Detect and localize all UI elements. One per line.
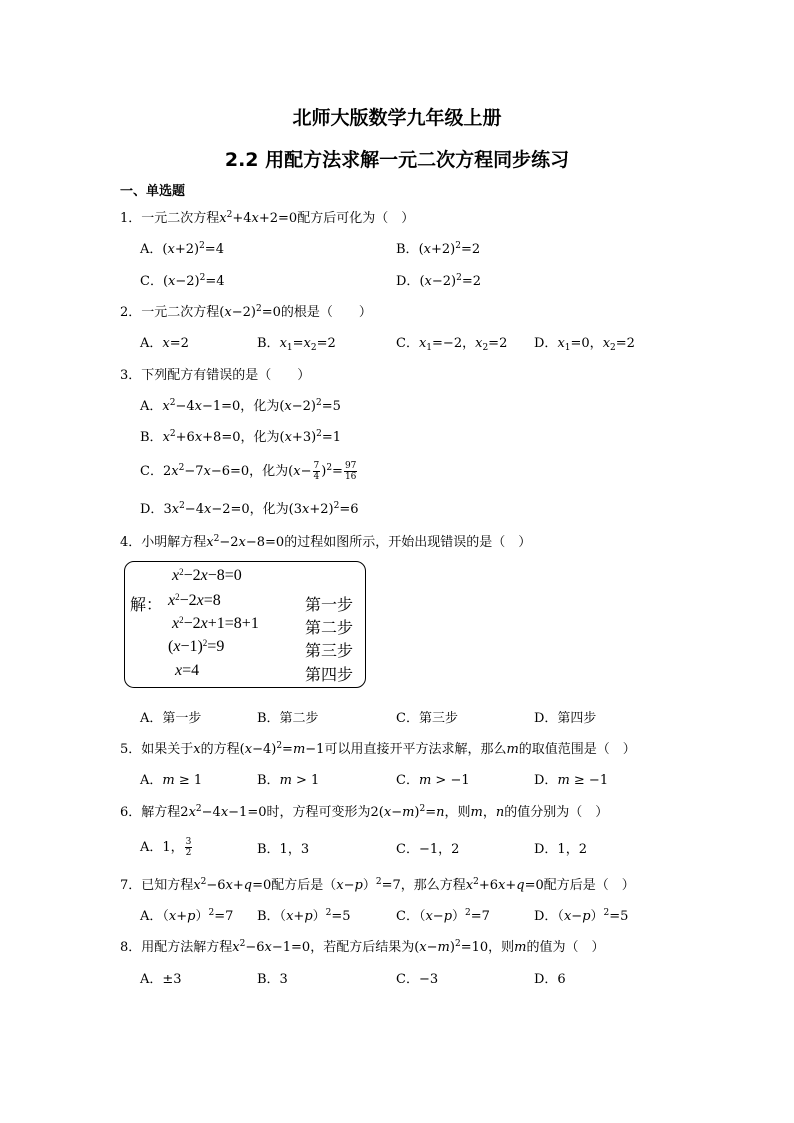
q7-option-c[interactable]: C．$(x-p)^2=7$ bbox=[396, 908, 490, 924]
step-0-equation: $x^2-2x-8=0$ bbox=[172, 567, 242, 584]
q6-option-d[interactable]: D．1，2 bbox=[534, 842, 587, 857]
q4-option-b[interactable]: B．第二步 bbox=[257, 711, 319, 726]
q5-option-c[interactable]: C．m > −1 bbox=[396, 773, 470, 788]
q4-option-c[interactable]: C．第三步 bbox=[396, 711, 458, 726]
question-4: 4．小明解方程$x^2-2x-8=0$的过程如图所示，开始出现错误的是（ ） bbox=[120, 534, 532, 550]
step-1-equation: $x^2-2x=8$ bbox=[168, 592, 221, 609]
step-3-label: 第三步 bbox=[305, 643, 354, 660]
question-6: 6．解方程$2x^2-4x-1=0$时，方程可变形为$2(x-m)^2=n$，则m，n的值分别为（ ） bbox=[120, 804, 609, 820]
q1-option-a[interactable]: A．$(x+2)^2=4$ bbox=[140, 241, 224, 257]
worksheet-subtitle: 2.2 用配方法求解一元二次方程同步练习 bbox=[224, 149, 570, 171]
question-5: 5．如果关于x的方程$(x-4)^2=m-1$可以用直接开平方法求解，那么m的取值范围是（ ） bbox=[120, 741, 636, 757]
q5-option-b[interactable]: B．m > 1 bbox=[257, 773, 320, 788]
q2-option-a[interactable]: A．x=2 bbox=[140, 336, 189, 351]
question-1: 1．一元二次方程$x^2+4x+2=0$配方后可化为（ ） bbox=[120, 210, 415, 226]
q6-option-a[interactable]: A．1， $\frac{3}{2}$ bbox=[140, 837, 192, 858]
worksheet-title: 北师大版数学九年级上册 bbox=[292, 107, 502, 129]
step-2-label: 第二步 bbox=[305, 620, 354, 637]
q3-option-c[interactable]: C．$2x^2-7x-6=0$，化为(x− $\frac{7}{4}$ )$^2$= $\frac{97}{16}$ bbox=[140, 461, 357, 482]
q5-option-d[interactable]: D．m ≥ −1 bbox=[534, 773, 609, 788]
q2-option-c[interactable]: C．$x_1=-2$，$x_2=2$ bbox=[396, 336, 508, 353]
question-8: 8．用配方法解方程$x^2-6x-1=0$，若配方后结果为$(x-m)^2=10$，则m的值为（ ） bbox=[120, 939, 605, 955]
question-3: 3．下列配方有错误的是（ ） bbox=[120, 368, 311, 383]
q6-option-c[interactable]: C．−1，2 bbox=[396, 842, 460, 857]
q1-option-b[interactable]: B．$(x+2)^2=2$ bbox=[396, 241, 481, 257]
q3-option-a[interactable]: A．$x^2-4x-1=0$，化为$(x-2)^2=5$ bbox=[140, 398, 341, 414]
q8-option-c[interactable]: C．−3 bbox=[396, 972, 439, 987]
q2-option-b[interactable]: B．$x_1=x_2=2$ bbox=[257, 336, 336, 353]
q2-option-d[interactable]: D．$x_1=0$，$x_2=2$ bbox=[534, 336, 635, 353]
q7-option-d[interactable]: D．$(x-p)^2=5$ bbox=[534, 908, 629, 924]
q8-option-d[interactable]: D．6 bbox=[534, 972, 566, 987]
q1-option-c[interactable]: C．$(x-2)^2=4$ bbox=[140, 273, 225, 289]
q7-option-b[interactable]: B．$(x+p)^2=5$ bbox=[257, 908, 351, 924]
q8-option-b[interactable]: B．3 bbox=[257, 972, 288, 987]
q3-option-d[interactable]: D．$3x^2-4x-2=0$，化为$(3x+2)^2=6$ bbox=[140, 501, 359, 517]
q7-option-a[interactable]: A．$(x+p)^2=7$ bbox=[140, 908, 234, 924]
section-heading: 一、单选题 bbox=[120, 184, 186, 199]
step-4-equation: x=4 bbox=[175, 662, 200, 679]
step-4-label: 第四步 bbox=[305, 667, 354, 684]
q6-option-b[interactable]: B．1，3 bbox=[257, 842, 310, 857]
q3-option-b[interactable]: B．$x^2+6x+8=0$，化为$(x+3)^2=1$ bbox=[140, 429, 342, 445]
step-1-label: 第一步 bbox=[305, 597, 354, 614]
q4-option-d[interactable]: D．第四步 bbox=[534, 711, 597, 726]
q5-option-a[interactable]: A．m ≥ 1 bbox=[140, 773, 203, 788]
q1-option-d[interactable]: D．$(x-2)^2=2$ bbox=[396, 273, 482, 289]
question-2: 2．一元二次方程$(x-2)^2=0$的根是（ ） bbox=[120, 304, 372, 320]
solution-label: 解： bbox=[130, 597, 163, 614]
q8-option-a[interactable]: A．±3 bbox=[140, 972, 182, 987]
step-2-equation: $x^2-2x+1=8+1$ bbox=[172, 615, 259, 632]
question-7: 7．已知方程$x^2-6x+q=0$配方后是$(x-p)^2=7$，那么方程$x^2+6x+q=0$配方后是（ ） bbox=[120, 877, 635, 893]
q4-option-a[interactable]: A．第一步 bbox=[140, 711, 202, 726]
step-3-equation: $(x-1)^2=9$ bbox=[168, 638, 225, 655]
